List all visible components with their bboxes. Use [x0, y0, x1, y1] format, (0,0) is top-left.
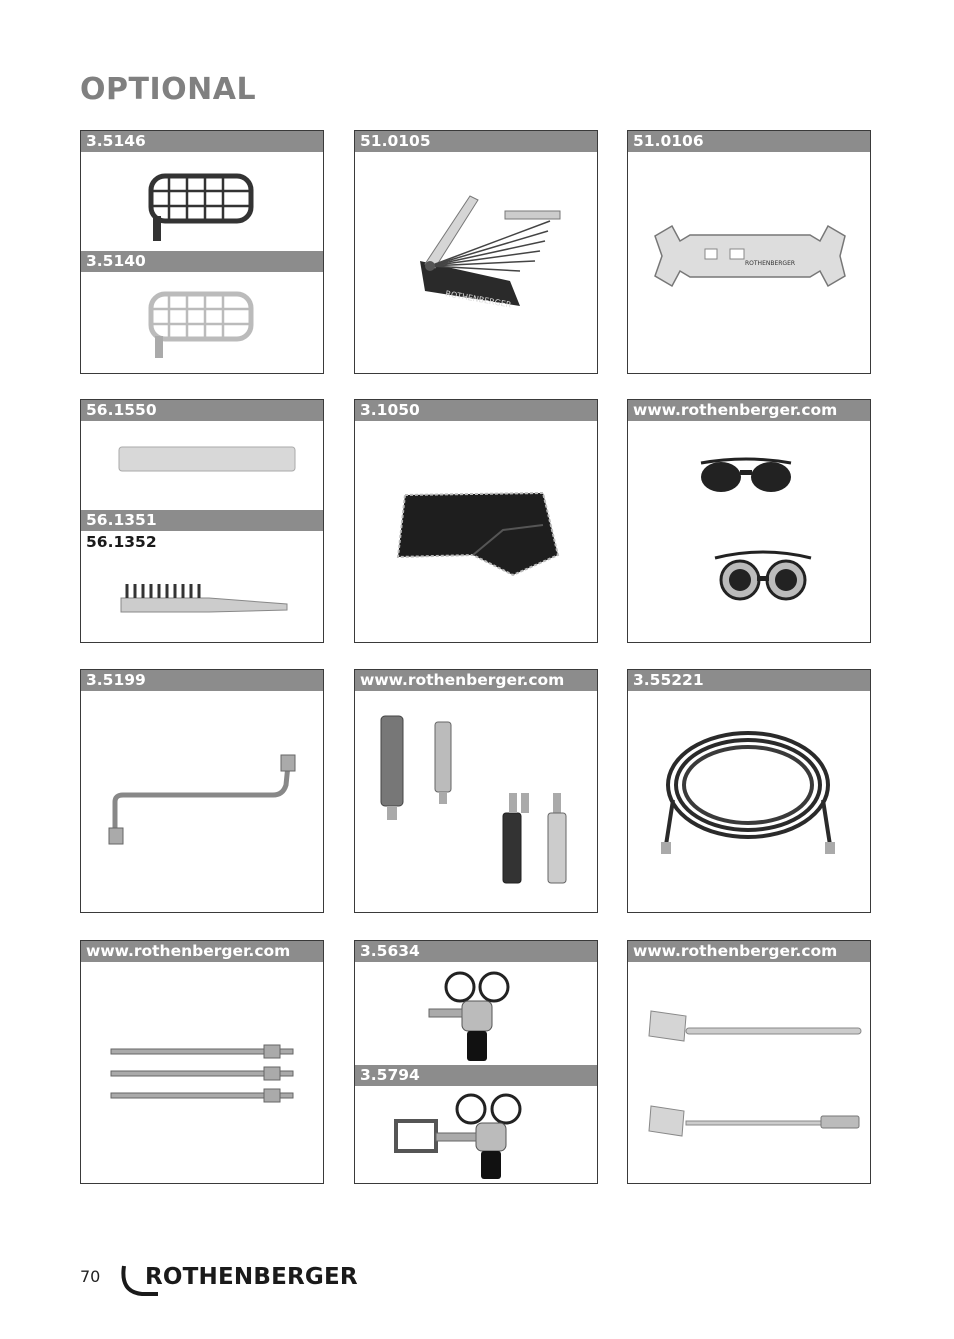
product-code-header: 3.5794: [355, 1065, 597, 1086]
product-code-header: www.rothenberger.com: [628, 941, 870, 962]
product-card-flashback-arrestors: [354, 669, 598, 913]
product-code-header: 3.5634: [355, 941, 597, 962]
product-card-3-55221: [627, 669, 871, 913]
product-card-3-5146: [80, 130, 324, 374]
product-code-header: 51.0105: [355, 131, 597, 152]
product-card-3-1050: [354, 399, 598, 643]
tip-cleaner-set-icon: [410, 186, 570, 316]
safety-glasses-icon: [696, 455, 796, 505]
svg-text:ROTHENBERGER: ROTHENBERGER: [745, 260, 796, 267]
page-number: 70: [80, 1267, 101, 1286]
product-code-header: www.rothenberger.com: [628, 400, 870, 421]
pressure-regulator-icon: [427, 969, 527, 1064]
svg-text:ROTHENBERGER: ROTHENBERGER: [444, 289, 512, 310]
wire-mesh-guard-icon: [141, 286, 261, 366]
spatula-tool-icon: [646, 1101, 866, 1146]
product-code-header: www.rothenberger.com: [81, 941, 323, 962]
product-code-header: 3.55221: [628, 670, 870, 691]
product-card-3-5199: [80, 669, 324, 913]
product-card-3-5634: [354, 940, 598, 1184]
wire-brush-icon: [119, 580, 289, 620]
product-code-header: 56.1351: [81, 510, 323, 531]
product-code-label: 56.1352: [86, 533, 157, 551]
multi-wrench-icon: [650, 221, 850, 291]
product-code-header: 3.5199: [81, 670, 323, 691]
product-code-header: 3.1050: [355, 400, 597, 421]
spatula-tool-icon: [646, 1006, 866, 1051]
product-card-56-1550: [80, 399, 324, 643]
product-card-spatulas: [627, 940, 871, 1184]
product-code-header: 3.5146: [81, 131, 323, 152]
bent-extension-pipe-icon: [103, 750, 303, 850]
product-card-goggles: [627, 399, 871, 643]
welding-blanket-icon: [393, 485, 563, 585]
pressure-regulator-icon: [391, 1091, 541, 1181]
welding-goggles-icon: [713, 548, 813, 603]
brand-name: ROTHENBERGER: [145, 1264, 358, 1290]
twin-hose-icon: [658, 720, 838, 860]
sharpening-stone-icon: [117, 445, 297, 475]
flashback-arrestor-icon: [373, 708, 583, 898]
straight-extension-tubes-icon: [109, 1041, 299, 1106]
product-card-extension-tubes: [80, 940, 324, 1184]
page-title: OPTIONAL: [80, 72, 257, 107]
product-code-header: www.rothenberger.com: [355, 670, 597, 691]
product-code-header: 3.5140: [81, 251, 323, 272]
product-code-header: 51.0106: [628, 131, 870, 152]
product-card-51-0105: [354, 130, 598, 374]
wire-mesh-guard-icon: [141, 166, 261, 246]
product-code-header: 56.1550: [81, 400, 323, 421]
product-card-51-0106: [627, 130, 871, 374]
